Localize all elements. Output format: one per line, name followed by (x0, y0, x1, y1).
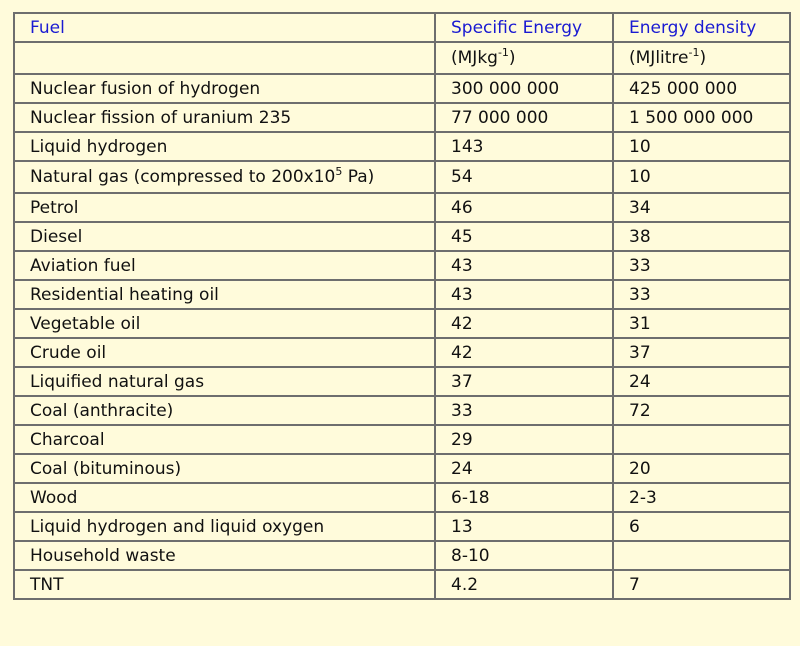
table-row (14, 161, 790, 193)
specific-energy-cell: 42 (435, 309, 613, 338)
energy-density-cell: 33 (613, 251, 790, 280)
energy-density-cell: 6 (613, 512, 790, 541)
specific-energy-cell: 45 (435, 222, 613, 251)
table-row (14, 512, 790, 541)
header-energy-density: Energy density (613, 13, 790, 42)
fuel-cell: Household waste (14, 541, 435, 570)
unit-text: ) (508, 48, 516, 68)
header-row (14, 13, 790, 42)
energy-density-cell: 34 (613, 193, 790, 222)
fuel-cell: Aviation fuel (14, 251, 435, 280)
energy-density-cell: 38 (613, 222, 790, 251)
energy-density-cell (613, 541, 790, 570)
energy-density-cell: 31 (613, 309, 790, 338)
fuel-cell: Coal (bituminous) (14, 454, 435, 483)
units-energy-density (613, 42, 790, 74)
table-row (14, 483, 790, 512)
fuel-cell: Nuclear fusion of hydrogen (14, 74, 435, 103)
specific-energy-cell: 37 (435, 367, 613, 396)
fuel-cell: Crude oil (14, 338, 435, 367)
fuel-cell: Liquid hydrogen and liquid oxygen (14, 512, 435, 541)
fuel-cell: Charcoal (14, 425, 435, 454)
specific-energy-cell: 46 (435, 193, 613, 222)
energy-density-cell: 10 (613, 132, 790, 161)
units-row (14, 42, 790, 74)
header-specific-energy: Specific Energy (435, 13, 613, 42)
energy-density-cell: 20 (613, 454, 790, 483)
fuel-text: Natural gas (compressed to 200x10 (30, 167, 336, 187)
energy-density-cell: 33 (613, 280, 790, 309)
fuel-cell: Diesel (14, 222, 435, 251)
fuel-cell: Wood (14, 483, 435, 512)
unit-exponent: -1 (688, 46, 700, 59)
specific-energy-cell: 43 (435, 251, 613, 280)
energy-density-cell: 10 (613, 161, 790, 193)
unit-exponent: -1 (497, 46, 509, 59)
fuel-cell (14, 161, 435, 193)
energy-density-cell: 7 (613, 570, 790, 599)
specific-energy-cell: 24 (435, 454, 613, 483)
fuel-cell: Liquid hydrogen (14, 132, 435, 161)
energy-density-cell: 425 000 000 (613, 74, 790, 103)
unit-text: (MJlitre (629, 48, 689, 68)
specific-energy-cell: 300 000 000 (435, 74, 613, 103)
specific-energy-cell: 8-10 (435, 541, 613, 570)
table-row (14, 338, 790, 367)
table-row (14, 570, 790, 599)
fuel-cell: Nuclear fission of uranium 235 (14, 103, 435, 132)
energy-density-cell: 2-3 (613, 483, 790, 512)
energy-density-cell: 24 (613, 367, 790, 396)
specific-energy-cell: 13 (435, 512, 613, 541)
table-row (14, 309, 790, 338)
table-row (14, 132, 790, 161)
fuel-energy-table (13, 12, 791, 600)
specific-energy-cell: 77 000 000 (435, 103, 613, 132)
table-row (14, 74, 790, 103)
fuel-text-suffix: Pa) (342, 167, 375, 187)
table-row (14, 280, 790, 309)
energy-density-cell: 1 500 000 000 (613, 103, 790, 132)
units-specific-energy (435, 42, 613, 74)
header-fuel: Fuel (14, 13, 435, 42)
fuel-cell: Liquified natural gas (14, 367, 435, 396)
specific-energy-cell: 6-18 (435, 483, 613, 512)
energy-density-cell: 37 (613, 338, 790, 367)
specific-energy-cell: 33 (435, 396, 613, 425)
table-row (14, 541, 790, 570)
table-row (14, 367, 790, 396)
table-row (14, 425, 790, 454)
specific-energy-cell: 54 (435, 161, 613, 193)
fuel-cell: TNT (14, 570, 435, 599)
fuel-cell: Vegetable oil (14, 309, 435, 338)
energy-density-cell: 72 (613, 396, 790, 425)
fuel-cell: Petrol (14, 193, 435, 222)
table-row (14, 251, 790, 280)
specific-energy-cell: 4.2 (435, 570, 613, 599)
specific-energy-cell: 43 (435, 280, 613, 309)
fuel-exponent: 5 (335, 165, 343, 178)
table-row (14, 222, 790, 251)
fuel-cell: Coal (anthracite) (14, 396, 435, 425)
energy-density-cell (613, 425, 790, 454)
specific-energy-cell: 143 (435, 132, 613, 161)
specific-energy-cell: 29 (435, 425, 613, 454)
specific-energy-cell: 42 (435, 338, 613, 367)
fuel-cell: Residential heating oil (14, 280, 435, 309)
table-row (14, 454, 790, 483)
table-row (14, 193, 790, 222)
units-fuel-empty (14, 42, 435, 74)
unit-text: (MJkg (451, 48, 498, 68)
table-row (14, 396, 790, 425)
unit-text: ) (699, 48, 707, 68)
table-row (14, 103, 790, 132)
table-container (13, 12, 791, 600)
